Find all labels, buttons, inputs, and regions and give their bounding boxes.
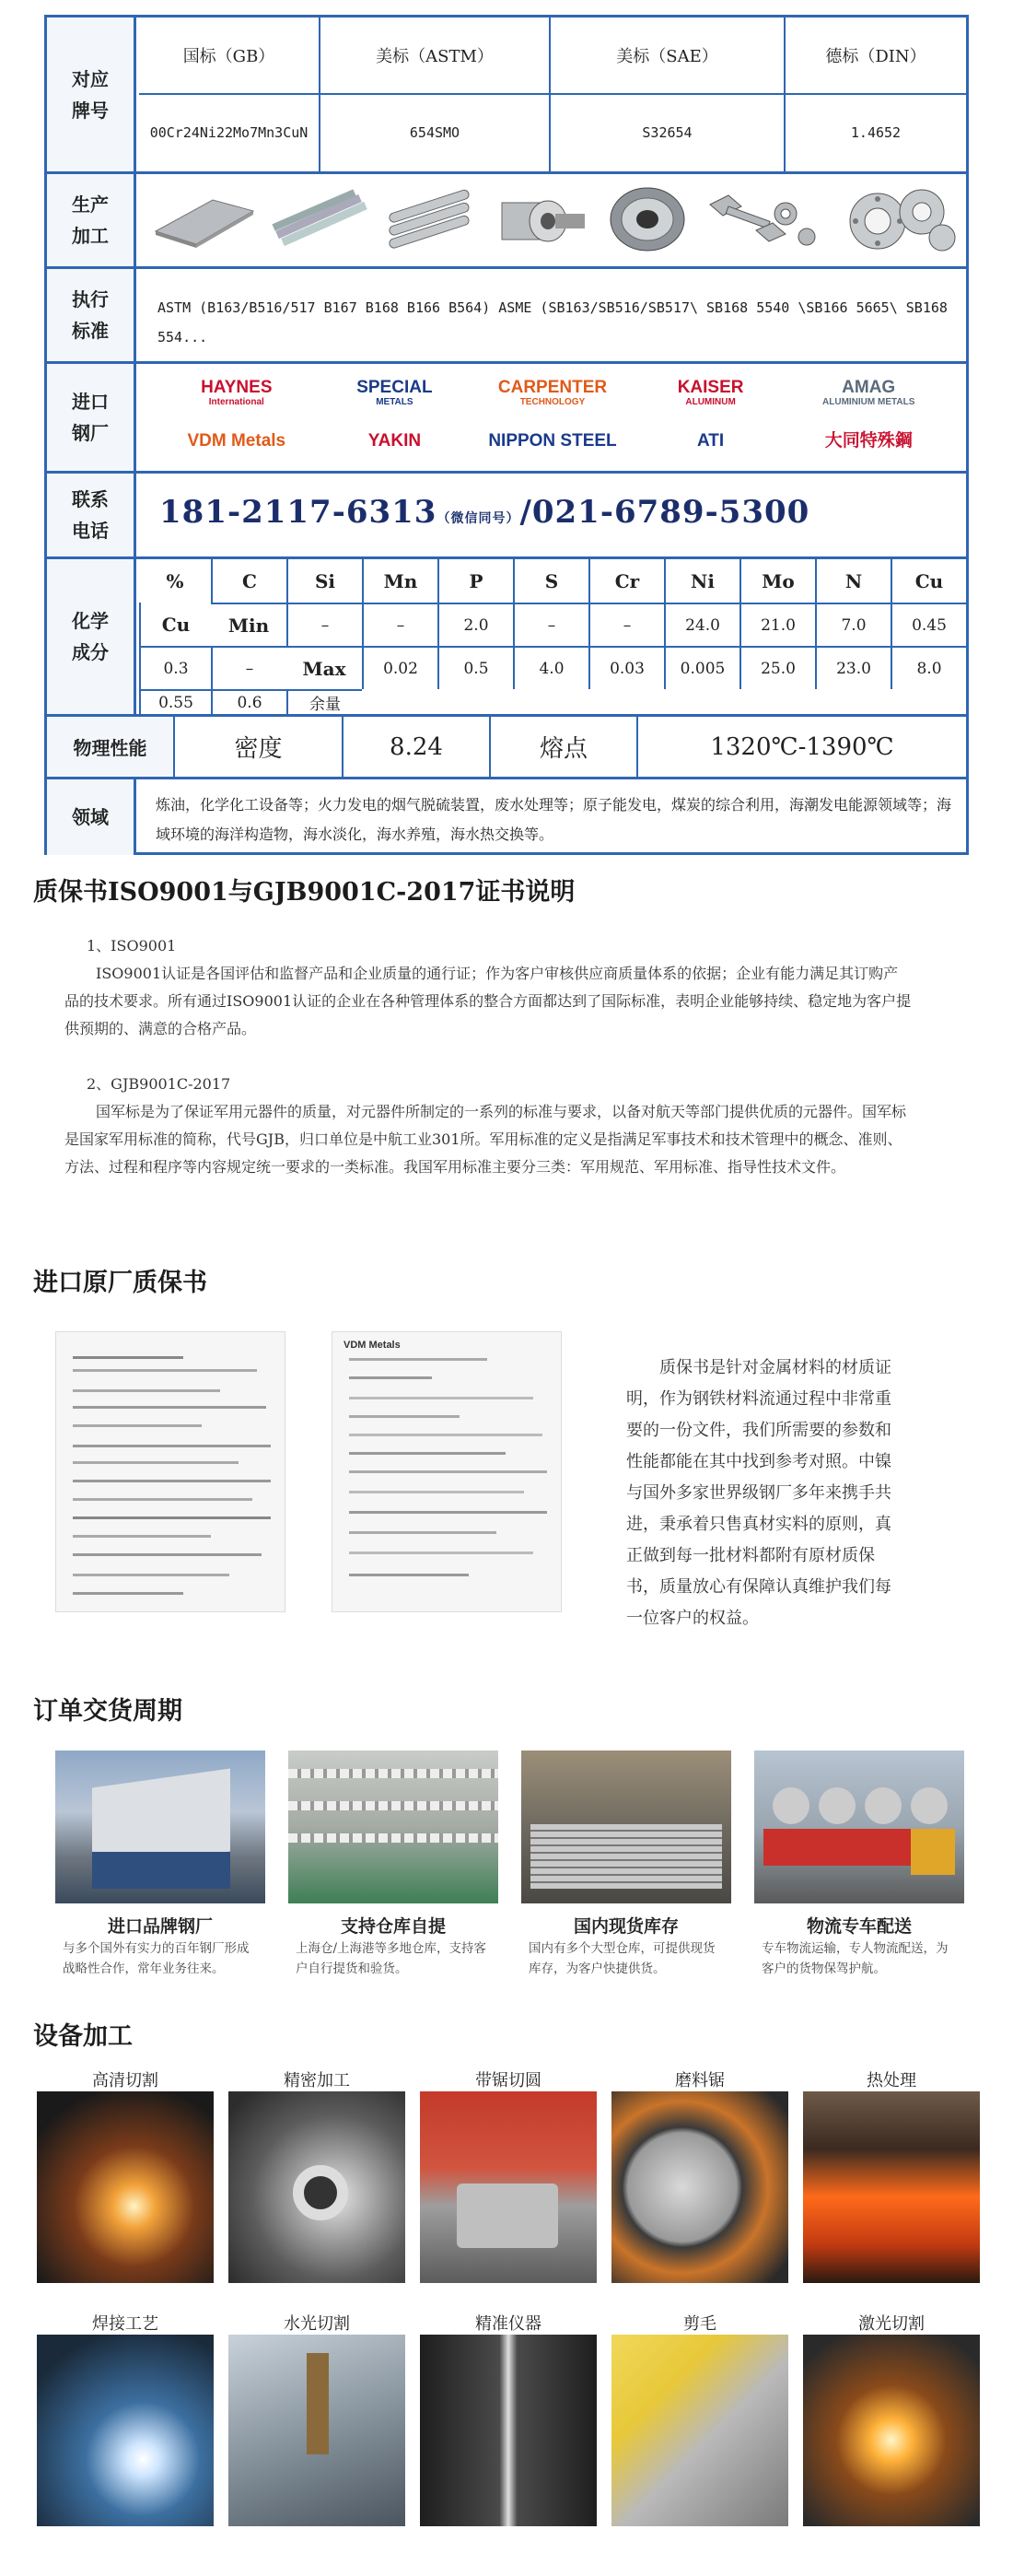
bar-icon — [268, 185, 374, 253]
mill-logo-name: 大同特殊鋼 — [824, 431, 913, 451]
chemistry-value-cell: 2.0 — [437, 603, 513, 646]
mill-logo-name: CARPENTER — [497, 378, 608, 397]
iso-text — [64, 932, 912, 1181]
delivery-section-title: 订单交货周期 — [33, 1697, 182, 1726]
standard-astm — [319, 18, 549, 171]
field-label: 领域 — [47, 779, 136, 855]
coil-icon — [489, 185, 590, 253]
mills-row — [47, 364, 966, 474]
shearing-photo — [611, 2335, 788, 2526]
chemistry-grid — [139, 559, 966, 714]
chemistry-value-cell: – — [588, 603, 664, 646]
melting-point-value: 1320℃-1390℃ — [636, 717, 966, 777]
chemistry-header-cell: P — [437, 559, 513, 603]
equipment-label: 焊接工艺 — [92, 2314, 158, 2334]
physical-label: 物理性能 — [47, 717, 173, 777]
delivery-desc-1: 与多个国外有实力的百年钢厂形成战略性合作，常年业务往来。 — [63, 1941, 250, 1976]
tube-icon — [380, 185, 477, 253]
chemistry-value-cell: 8.0 — [891, 646, 966, 689]
fastener-icon — [701, 185, 821, 253]
iso-paragraph-1: ISO9001认证是各国评估和监督产品和企业质量的通行证；作为客户审核供应商质量体系的依据；企业有能力满足其订购产品的技术要求。所有通过ISO9001认证的企业在各种管理体系的整合方面都达到了国际标准，表明企业能够持续、稳定地为客户提供预期的、满意的合格产品。 — [64, 965, 912, 1037]
chemistry-value-cell: 24.0 — [664, 603, 739, 646]
mill-logo-name: NIPPON STEEL — [488, 431, 617, 451]
chemistry-header-cell: Cu — [139, 603, 211, 646]
chemistry-value-cell: – — [513, 603, 588, 646]
certs-section-title: 进口原厂质保书 — [33, 1269, 207, 1297]
mill-logo-sub: ALUMINIUM METALS — [822, 397, 915, 407]
iso-heading-1: 1、ISO9001 — [87, 937, 177, 954]
mill-logo-name: KAISER — [677, 378, 744, 397]
mill-logo-name: AMAG — [842, 378, 896, 397]
mill-logo-sub: METALS — [376, 397, 413, 407]
chemistry-value-cell: – — [211, 646, 286, 689]
chemistry-value-cell: Min — [211, 603, 286, 646]
chemistry-header-cell: C — [211, 559, 286, 603]
heat-treatment-photo — [803, 2091, 980, 2283]
mill-logo — [498, 379, 607, 408]
mill-logo — [697, 432, 724, 451]
chemistry-value-cell: – — [286, 603, 362, 646]
machining-photo — [228, 2091, 405, 2283]
standard-header: 德标（DIN） — [786, 18, 966, 95]
chemistry-value-cell: 0.55 — [139, 689, 211, 714]
truck-photo — [754, 1751, 964, 1903]
band-saw-photo — [420, 2091, 597, 2283]
standards-row — [47, 18, 966, 174]
production-label: 生产 加工 — [47, 174, 136, 266]
mill-logo — [488, 432, 616, 451]
iso-paragraph-2: 国军标是为了保证军用元器件的质量，对元器件所制定的一系列的标准与要求，以备对航天等部门提供优质的元器件。国军标是国家军用标准的简称，代号GJB，归口单位是中航工业301所。军用标准的定义是指满足军事技术和技术管理中的概念、准则、方法、过程和程序等内容规定统一要求的一类标准。我国军用标准主要分三类：军用规范、军用标准、指导性技术文件。 — [64, 1103, 907, 1176]
mill-logo-name: SPECIAL — [356, 378, 433, 397]
chemistry-value-cell: 0.02 — [362, 646, 437, 689]
chemistry-row — [47, 559, 966, 717]
flange-icon — [832, 185, 961, 253]
density-label: 密度 — [173, 717, 342, 777]
chemistry-value-cell: 0.03 — [588, 646, 664, 689]
chemistry-header-cell: Mn — [362, 559, 437, 603]
mill-logo — [825, 432, 913, 451]
chemistry-header-cell: N — [815, 559, 891, 603]
mill-logo-name: ATI — [696, 431, 725, 451]
production-row — [47, 174, 966, 269]
chemistry-value-cell: – — [362, 603, 437, 646]
physical-row — [47, 717, 966, 779]
execution-label: 执行 标准 — [47, 269, 136, 361]
mills-label: 进口 钢厂 — [47, 364, 136, 471]
mill-logo-name: HAYNES — [201, 378, 273, 397]
standard-gb — [139, 18, 319, 171]
stock-photo — [521, 1751, 731, 1903]
mill-logo — [822, 379, 914, 408]
chemistry-header-cell: S — [513, 559, 588, 603]
sheet-icon — [148, 185, 259, 253]
equipment-section-title: 设备加工 — [33, 2022, 133, 2051]
delivery-title-1: 进口品牌钢厂 — [107, 1916, 213, 1937]
certificate-image-1 — [55, 1331, 285, 1612]
mobile-phone[interactable]: 181-2117-6313 — [159, 494, 437, 531]
mill-building-photo — [55, 1751, 265, 1903]
chemistry-value-cell: 23.0 — [815, 646, 891, 689]
office-phone[interactable]: /021-6789-5300 — [519, 494, 810, 531]
equipment-label: 高清切割 — [92, 2071, 158, 2090]
chemistry-value-cell: Max — [286, 646, 362, 689]
wechat-note: （微信同号） — [437, 511, 520, 526]
mill-logo — [201, 379, 272, 408]
certificate-description: 质保书是针对金属材料的材质证明，作为钢铁材料流通过程中非常重要的一份文件，我们所需要的参数和性能都能在其中找到参考对照。中镍与国外多家世界级钢厂多年来携手共进，秉承着只售真材实料的原则，真正做到每一批材料都附有原材质保书，质量放心有保障认真维护我们每一位客户的权益。 — [626, 1358, 891, 1628]
chemistry-value-cell: 余量 — [286, 689, 362, 714]
chemistry-header-cell: Cu — [891, 559, 966, 603]
equipment-label: 激光切割 — [858, 2314, 925, 2334]
waterjet-photo — [228, 2335, 405, 2526]
density-value: 8.24 — [342, 717, 489, 777]
mill-logo-sub: TECHNOLOGY — [519, 397, 586, 407]
chemistry-value-cell: 7.0 — [815, 603, 891, 646]
chemistry-value-cell: 21.0 — [739, 603, 815, 646]
wire-icon — [600, 185, 696, 253]
equipment-label: 带锯切圆 — [475, 2071, 541, 2090]
mill-logo — [187, 432, 285, 451]
laser-cutting-photo — [803, 2335, 980, 2526]
mill-logos — [139, 364, 966, 471]
chemistry-value-cell: 0.45 — [891, 603, 966, 646]
instrument-photo — [420, 2335, 597, 2526]
mill-logo-sub: International — [208, 397, 264, 407]
certificate-header: VDM Metals — [343, 1340, 401, 1351]
delivery-title-3: 国内现货库存 — [573, 1916, 679, 1937]
chemistry-label: 化学 成分 — [47, 559, 136, 714]
standards-label: 对应 牌号 — [47, 18, 136, 171]
delivery-desc-3: 国内有多个大型仓库，可提供现货库存，为客户快捷供货。 — [529, 1941, 716, 1976]
iso-section-title: 质保书ISO9001与GJB9001C-2017证书说明 — [33, 878, 576, 907]
standard-din — [784, 18, 966, 171]
chemistry-value-cell: 0.6 — [211, 689, 286, 714]
spec-table — [44, 15, 969, 855]
chemistry-header-cell: Cr — [588, 559, 664, 603]
standard-sae — [549, 18, 784, 171]
chemistry-value-cell: 25.0 — [739, 646, 815, 689]
execution-standards-text: ASTM (B163/B516/517 B167 B168 B166 B564) ASME (SB163/SB516/SB517\ SB168 5540 \SB166 5665\ SB168 554... — [157, 299, 948, 345]
standard-value: S32654 — [642, 124, 693, 142]
execution-row — [47, 269, 966, 364]
standard-value: 1.4652 — [850, 124, 902, 142]
contact-label: 联系 电话 — [47, 474, 136, 556]
contact-row — [47, 474, 966, 559]
abrasive-saw-photo — [611, 2091, 788, 2283]
chemistry-header-cell: Mo — [739, 559, 815, 603]
chemistry-header-cell: Ni — [664, 559, 739, 603]
standard-header: 国标（GB） — [139, 18, 319, 95]
mill-logo-name: VDM Metals — [187, 431, 286, 451]
iso-heading-2: 2、GJB9001C-2017 — [87, 1075, 231, 1093]
chemistry-value-cell: 0.005 — [664, 646, 739, 689]
mill-logo — [368, 432, 421, 451]
standard-value: 654SMO — [409, 124, 460, 142]
standard-header: 美标（SAE） — [551, 18, 784, 95]
mill-logo — [356, 379, 432, 408]
melting-point-label: 熔点 — [489, 717, 636, 777]
equipment-label: 磨料锯 — [675, 2071, 725, 2090]
equipment-label: 剪毛 — [683, 2314, 716, 2334]
equipment-label: 热处理 — [867, 2071, 916, 2090]
field-row — [47, 779, 966, 855]
delivery-title-4: 物流专车配送 — [806, 1916, 912, 1937]
delivery-title-2: 支持仓库自提 — [340, 1916, 446, 1937]
equipment-label: 水光切割 — [284, 2314, 350, 2334]
equipment-label: 精密加工 — [284, 2071, 350, 2090]
chemistry-header-cell: Si — [286, 559, 362, 603]
chemistry-value-cell: 0.5 — [437, 646, 513, 689]
delivery-desc-2: 上海仓/上海港等多地仓库，支持客户自行提货和验货。 — [296, 1941, 487, 1976]
chemistry-value-cell: 0.3 — [139, 646, 211, 689]
delivery-desc-4: 专车物流运输，专人物流配送，为客户的货物保驾护航。 — [762, 1941, 949, 1976]
mill-logo-name: YAKIN — [367, 431, 422, 451]
field-text: 炼油，化学化工设备等；火力发电的烟气脱硫装置，废水处理等；原子能发电，煤炭的综合利用，海潮发电能源领域等；海域环境的海洋构造物，海水淡化，海水养殖，海水热交换等。 — [156, 796, 952, 843]
mill-logo — [678, 379, 744, 408]
chemistry-value-cell: 4.0 — [513, 646, 588, 689]
mill-logo-sub: ALUMINUM — [685, 397, 736, 407]
standard-value: 00Cr24Ni22Mo7Mn3CuN — [149, 124, 309, 142]
welding-photo — [37, 2335, 214, 2526]
chemistry-header-cell: % — [166, 569, 184, 592]
equipment-label: 精准仪器 — [475, 2314, 541, 2334]
phone-numbers — [159, 494, 809, 531]
standard-header: 美标（ASTM） — [320, 18, 549, 95]
warehouse-photo — [288, 1751, 498, 1903]
certificate-image-2 — [332, 1331, 562, 1612]
cutting-photo — [37, 2091, 214, 2283]
